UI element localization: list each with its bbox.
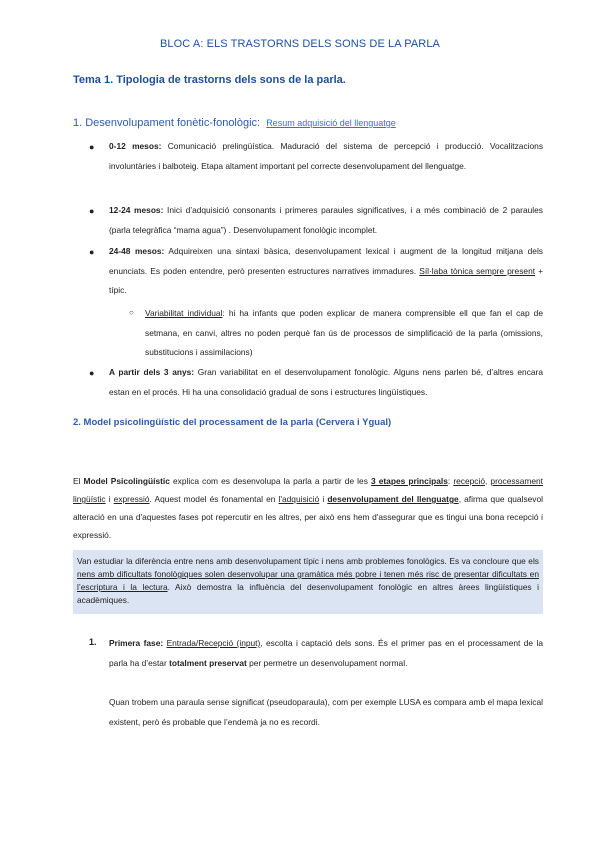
bullet-label: A partir dels 3 anys: (109, 367, 195, 377)
processament-term: processament lingüístic (73, 476, 544, 504)
bullet-text: Gran variabilitat en el desenvolupament fonològic. Alguns nens parlen bé, d’altres encara estan en el procés. Hi ha una consolidació gradual de sons i estructures lingüístiques. (109, 367, 544, 397)
sub-bullet-variabilitat (145, 304, 543, 363)
text: . Aquest model és fonamental en (149, 494, 279, 504)
page-title: BLOC A: ELS TRASTORNS DELS SONS DE LA PARLA (159, 38, 440, 50)
bullet-text: Adquireixen una sintaxi bàsica, desenvolupament lexical i augment de la longitud mitjana dels enunciats. Es poden entendre, però presenten estructures narratives immadures. (109, 246, 543, 276)
fase1-label: Primera fase: (109, 638, 164, 648)
bullet-text: Comunicació prelingüística. Maduració del sistema de percepció i producció. Vocalitzacions involuntàries i balboteig. Etapa altament important pel correcte desenvolupament del llenguatge. (109, 141, 544, 171)
silaba-tonica-link[interactable]: Síl·laba tònica sempre present (419, 265, 536, 276)
bullet-dot-icon: ● (89, 206, 95, 216)
desenvolupament-term: desenvolupament del llenguatge (327, 494, 459, 504)
highlight-box (73, 550, 543, 614)
tema-heading: Tema 1. Tipologia de trastorns dels sons de la parla. (73, 74, 346, 86)
sub-bullet-text: : hi ha infants que poden explicar de manera comprensible ell que fan el cap de setmana, en canvi, altres no poden perquè fan ús de processos de simplificació de la parla (omissions, substitucions i assimilacions) (145, 308, 543, 357)
text: , escolta i captació dels sons. És el primer pas en el processament de la parla ha d’estar (109, 638, 544, 668)
resum-link[interactable]: Resum adquisició del llenguatge (266, 118, 396, 128)
bullet-dot-icon: ● (89, 368, 95, 378)
section1-heading (73, 117, 396, 129)
recepcio-term: recepció (453, 476, 485, 486)
section1-heading-text: 1. Desenvolupament fonètic-fonològic: (73, 117, 261, 129)
bullet-label: 24-48 mesos: (109, 246, 165, 256)
sub-bullet-circle-icon: ○ (129, 308, 134, 317)
bullet-label: 12-24 mesos: (109, 205, 164, 215)
section2-paragraph (73, 472, 543, 544)
text: i (319, 494, 328, 504)
fase1-paragraph (109, 634, 543, 673)
text: explica com es desenvolupa la parla a partir de les (169, 476, 371, 486)
bullet-3-anys (109, 363, 543, 402)
adquisicio-term: l'adquisició (278, 494, 320, 504)
etapes-term: 3 etapes principals (370, 476, 448, 486)
model-term: Model Psicolingüístic (83, 476, 170, 486)
text: per permetre un desenvolupament normal. (246, 657, 408, 668)
bullet-text: Inici d’adquisició consonants i primeres paraules significatives, i a més combinació de 2 paraules (parla telegràfica “mama agua”) . Desenvolupament fonològic incomplet. (109, 205, 543, 235)
bullet-24-48 (109, 242, 543, 301)
bullet-dot-icon: ● (89, 142, 95, 152)
bullet-12-24 (109, 201, 543, 240)
expressio-term: expressió (113, 494, 150, 504)
bullet-tail: + típic. (109, 265, 544, 295)
box-text: . Això demostra la influència del desenvolupament fonològic en altres àrees lingüístiques i acadèmiques. (77, 582, 539, 605)
bullet-0-12 (109, 137, 543, 176)
fase1-bold: totalment preservat (169, 657, 247, 668)
fase1-number: 1. (89, 637, 97, 647)
section2-heading: 2. Model psicolingüístic del processament de la parla (Cervera i Ygual) (73, 417, 392, 428)
fase1-paragraph-2: Quan trobem una paraula sense significat (pseudoparaula), com per exemple LUSA es compara amb el mapa lexical existent, però és probable que l’endemà ja no es recordi. (109, 697, 543, 727)
sub-bullet-label: Variabilitat individual (145, 308, 223, 318)
text: i (105, 494, 114, 504)
text: , afirma que qualsevol alteració en una d'aquestes fases pot repercutir en les altres, per això ens hem d'assegurar que es tingui una bona recepció i expressió. (73, 494, 543, 540)
text: El (73, 476, 84, 486)
text: , (484, 476, 491, 486)
box-text: Van estudiar la diferència entre nens amb desenvolupament típic i nens amb problemes fonològics. Es va concloure que els (77, 556, 539, 566)
box-underlined-text: nens amb dificultats fonològiques solen desenvolupar una gramàtica més pobre i tenen més risc de presentar dificultats en l’escriptura i la lectura (77, 569, 539, 592)
text: : (447, 476, 454, 486)
fase1-input-term: Entrada/Recepció (input) (166, 638, 261, 648)
bullet-dot-icon: ● (89, 247, 95, 257)
bullet-label: 0-12 mesos: (109, 141, 162, 151)
